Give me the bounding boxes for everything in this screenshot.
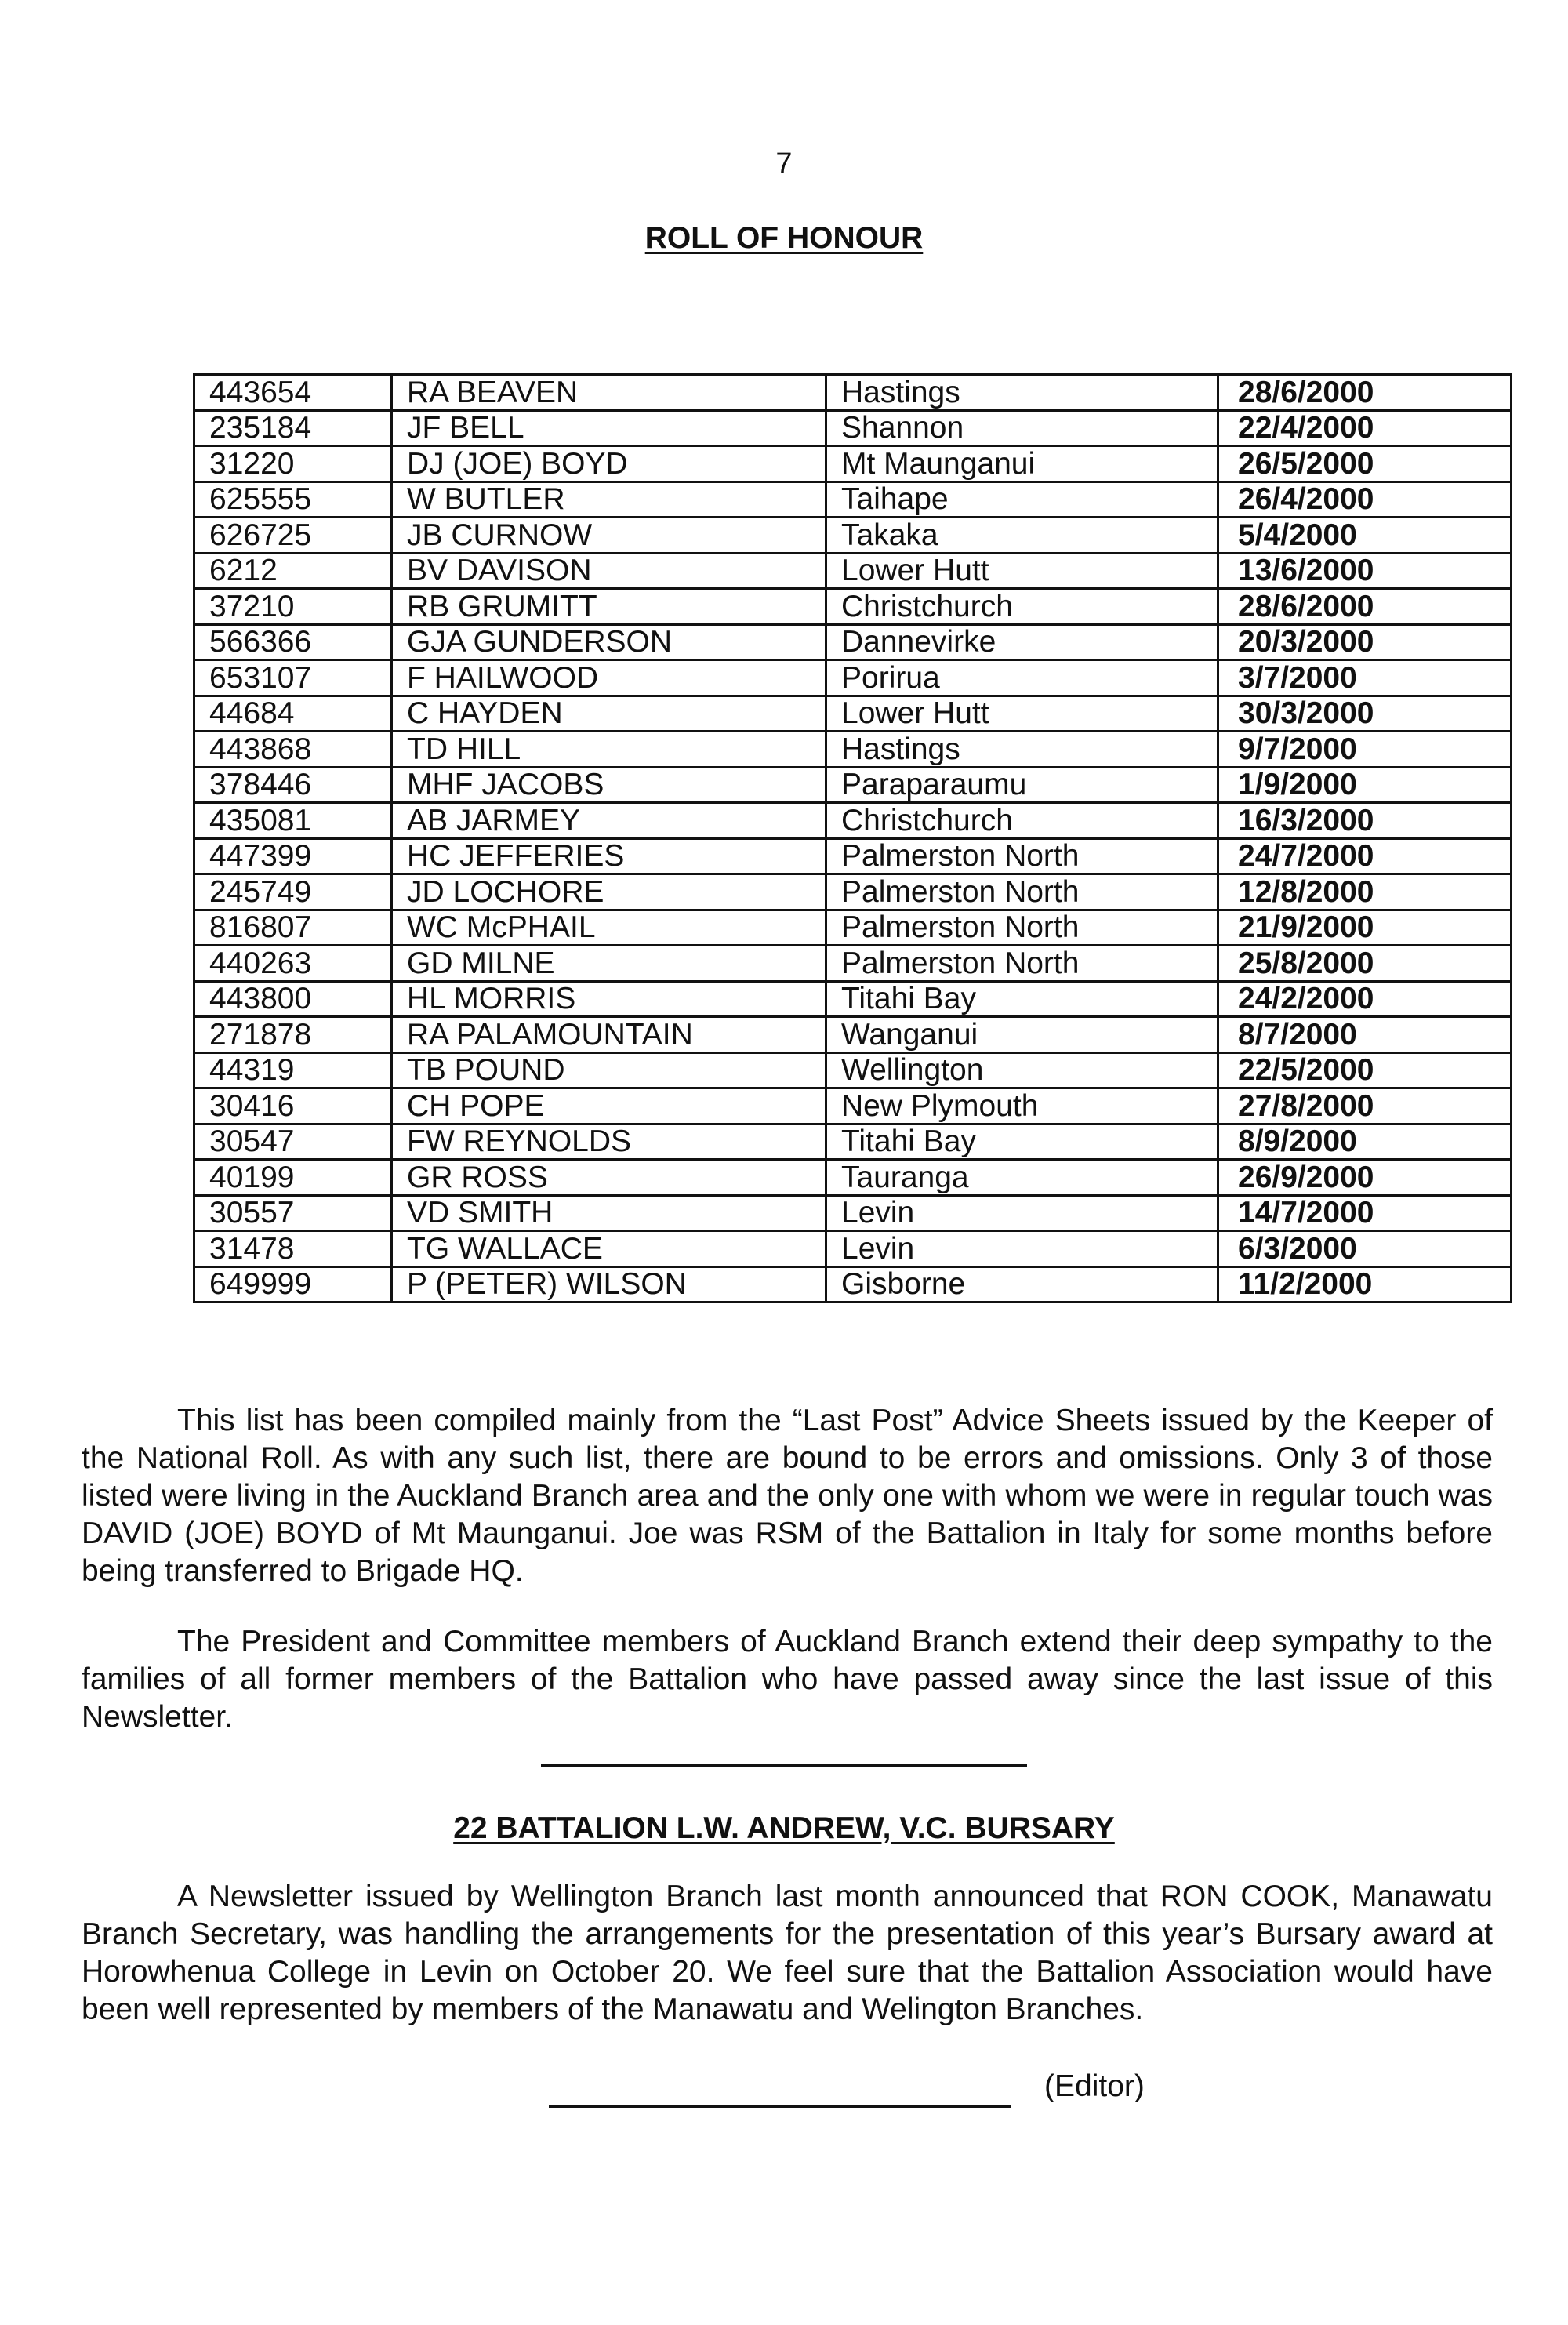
service-number-cell: 443800 bbox=[194, 981, 392, 1017]
service-number-cell: 443654 bbox=[194, 375, 392, 411]
name-cell: TB POUND bbox=[392, 1052, 826, 1088]
bursary-heading: 22 BATTALION L.W. ANDREW, V.C. BURSARY bbox=[453, 1811, 1115, 1845]
place-cell: Lower Hutt bbox=[826, 553, 1218, 589]
date-cell: 16/3/2000 bbox=[1218, 803, 1512, 839]
editor-signature: (Editor) bbox=[1044, 2069, 1145, 2103]
name-cell: JB CURNOW bbox=[392, 518, 826, 554]
name-cell: F HAILWOOD bbox=[392, 660, 826, 696]
table-row bbox=[194, 1160, 1512, 1196]
table-row bbox=[194, 910, 1512, 946]
bursary-paragraph: A Newsletter issued by Wellington Branch last month announced that RON COOK, Manawatu Branch Secretary, was handling the arrangements for the presentation of this year’s Bursary award at Horowhenua College in Levin on October 20. We feel sure that the Battalion Association would have been well represented by members of the Manawatu and Welington Branches. bbox=[82, 1880, 1493, 2026]
table-row bbox=[194, 1124, 1512, 1160]
table-row bbox=[194, 732, 1512, 768]
name-cell: JF BELL bbox=[392, 410, 826, 446]
table-row bbox=[194, 553, 1512, 589]
name-cell: HC JEFFERIES bbox=[392, 838, 826, 874]
service-number-cell: 649999 bbox=[194, 1266, 392, 1302]
date-cell: 1/9/2000 bbox=[1218, 767, 1512, 803]
service-number-cell: 245749 bbox=[194, 874, 392, 910]
table-row bbox=[194, 1017, 1512, 1053]
name-cell: RA BEAVEN bbox=[392, 375, 826, 411]
service-number-cell: 440263 bbox=[194, 946, 392, 982]
service-number-cell: 31478 bbox=[194, 1231, 392, 1267]
service-number-cell: 235184 bbox=[194, 410, 392, 446]
date-cell: 22/5/2000 bbox=[1218, 1052, 1512, 1088]
roll-of-honour-table bbox=[193, 373, 1512, 1303]
place-cell: Hastings bbox=[826, 732, 1218, 768]
date-cell: 11/2/2000 bbox=[1218, 1266, 1512, 1302]
name-cell: JD LOCHORE bbox=[392, 874, 826, 910]
place-cell: Dannevirke bbox=[826, 624, 1218, 660]
name-cell: MHF JACOBS bbox=[392, 767, 826, 803]
place-cell: Tauranga bbox=[826, 1160, 1218, 1196]
service-number-cell: 40199 bbox=[194, 1160, 392, 1196]
place-cell: Paraparaumu bbox=[826, 767, 1218, 803]
place-cell: Lower Hutt bbox=[826, 696, 1218, 732]
name-cell: GD MILNE bbox=[392, 946, 826, 982]
name-cell: C HAYDEN bbox=[392, 696, 826, 732]
service-number-cell: 271878 bbox=[194, 1017, 392, 1053]
name-cell: TG WALLACE bbox=[392, 1231, 826, 1267]
place-cell: Wanganui bbox=[826, 1017, 1218, 1053]
service-number-cell: 653107 bbox=[194, 660, 392, 696]
table-row bbox=[194, 375, 1512, 411]
table-row bbox=[194, 624, 1512, 660]
date-cell: 26/5/2000 bbox=[1218, 446, 1512, 482]
table-row bbox=[194, 874, 1512, 910]
date-cell: 24/2/2000 bbox=[1218, 981, 1512, 1017]
table-row bbox=[194, 518, 1512, 554]
name-cell: W BUTLER bbox=[392, 481, 826, 518]
table-row bbox=[194, 838, 1512, 874]
place-cell: Porirua bbox=[826, 660, 1218, 696]
service-number-cell: 30416 bbox=[194, 1088, 392, 1124]
service-number-cell: 566366 bbox=[194, 624, 392, 660]
service-number-cell: 30557 bbox=[194, 1195, 392, 1231]
date-cell: 8/7/2000 bbox=[1218, 1017, 1512, 1053]
name-cell: DJ (JOE) BOYD bbox=[392, 446, 826, 482]
date-cell: 28/6/2000 bbox=[1218, 589, 1512, 625]
service-number-cell: 44684 bbox=[194, 696, 392, 732]
place-cell: Levin bbox=[826, 1195, 1218, 1231]
date-cell: 22/4/2000 bbox=[1218, 410, 1512, 446]
place-cell: Gisborne bbox=[826, 1266, 1218, 1302]
date-cell: 8/9/2000 bbox=[1218, 1124, 1512, 1160]
date-cell: 3/7/2000 bbox=[1218, 660, 1512, 696]
date-cell: 14/7/2000 bbox=[1218, 1195, 1512, 1231]
place-cell: Mt Maunganui bbox=[826, 446, 1218, 482]
name-cell: RB GRUMITT bbox=[392, 589, 826, 625]
service-number-cell: 30547 bbox=[194, 1124, 392, 1160]
table-row bbox=[194, 410, 1512, 446]
sympathy-paragraph: The President and Committee members of Auckland Branch extend their deep sympathy to the families of all former members of the Battalion who have passed away since the last issue of this Newsletter. bbox=[82, 1625, 1493, 1734]
place-cell: Levin bbox=[826, 1231, 1218, 1267]
name-cell: GJA GUNDERSON bbox=[392, 624, 826, 660]
table-row bbox=[194, 1231, 1512, 1267]
date-cell: 21/9/2000 bbox=[1218, 910, 1512, 946]
place-cell: Wellington bbox=[826, 1052, 1218, 1088]
service-number-cell: 447399 bbox=[194, 838, 392, 874]
list-note-paragraph: This list has been compiled mainly from the “Last Post” Advice Sheets issued by the Keeper of the National Roll. As with any such list, there are bound to be errors and omissions. Only 3 of those listed were living in the Auckland Branch area and the only one with whom we were in regular touch was DAVID (JOE) BOYD of Mt Maunganui. Joe was RSM of the Battalion in Italy for some months before being transferred to Brigade HQ. bbox=[82, 1404, 1493, 1588]
name-cell: P (PETER) WILSON bbox=[392, 1266, 826, 1302]
service-number-cell: 31220 bbox=[194, 446, 392, 482]
place-cell: Palmerston North bbox=[826, 838, 1218, 874]
name-cell: GR ROSS bbox=[392, 1160, 826, 1196]
section-divider bbox=[541, 1764, 1027, 1767]
service-number-cell: 626725 bbox=[194, 518, 392, 554]
table-row bbox=[194, 767, 1512, 803]
date-cell: 5/4/2000 bbox=[1218, 518, 1512, 554]
place-cell: Takaka bbox=[826, 518, 1218, 554]
date-cell: 26/9/2000 bbox=[1218, 1160, 1512, 1196]
roll-table-body bbox=[194, 375, 1512, 1302]
place-cell: Titahi Bay bbox=[826, 1124, 1218, 1160]
table-row bbox=[194, 803, 1512, 839]
name-cell: BV DAVISON bbox=[392, 553, 826, 589]
service-number-cell: 37210 bbox=[194, 589, 392, 625]
service-number-cell: 443868 bbox=[194, 732, 392, 768]
place-cell: Palmerston North bbox=[826, 910, 1218, 946]
date-cell: 20/3/2000 bbox=[1218, 624, 1512, 660]
name-cell: TD HILL bbox=[392, 732, 826, 768]
service-number-cell: 378446 bbox=[194, 767, 392, 803]
date-cell: 27/8/2000 bbox=[1218, 1088, 1512, 1124]
place-cell: Palmerston North bbox=[826, 874, 1218, 910]
date-cell: 24/7/2000 bbox=[1218, 838, 1512, 874]
table-row bbox=[194, 1088, 1512, 1124]
table-row bbox=[194, 1195, 1512, 1231]
table-row bbox=[194, 1266, 1512, 1302]
name-cell: FW REYNOLDS bbox=[392, 1124, 826, 1160]
table-row bbox=[194, 1052, 1512, 1088]
place-cell: Titahi Bay bbox=[826, 981, 1218, 1017]
table-row bbox=[194, 946, 1512, 982]
page-number: 7 bbox=[775, 147, 793, 180]
place-cell: Taihape bbox=[826, 481, 1218, 518]
table-row bbox=[194, 481, 1512, 518]
roll-of-honour-heading: ROLL OF HONOUR bbox=[644, 221, 924, 255]
date-cell: 13/6/2000 bbox=[1218, 553, 1512, 589]
name-cell: RA PALAMOUNTAIN bbox=[392, 1017, 826, 1053]
name-cell: VD SMITH bbox=[392, 1195, 826, 1231]
table-row bbox=[194, 446, 1512, 482]
name-cell: AB JARMEY bbox=[392, 803, 826, 839]
date-cell: 28/6/2000 bbox=[1218, 375, 1512, 411]
table-row bbox=[194, 589, 1512, 625]
date-cell: 26/4/2000 bbox=[1218, 481, 1512, 518]
name-cell: HL MORRIS bbox=[392, 981, 826, 1017]
service-number-cell: 625555 bbox=[194, 481, 392, 518]
place-cell: Christchurch bbox=[826, 589, 1218, 625]
place-cell: Palmerston North bbox=[826, 946, 1218, 982]
name-cell: CH POPE bbox=[392, 1088, 826, 1124]
place-cell: Shannon bbox=[826, 410, 1218, 446]
closing-divider bbox=[549, 2105, 1011, 2108]
service-number-cell: 435081 bbox=[194, 803, 392, 839]
place-cell: Christchurch bbox=[826, 803, 1218, 839]
table-row bbox=[194, 660, 1512, 696]
date-cell: 30/3/2000 bbox=[1218, 696, 1512, 732]
date-cell: 12/8/2000 bbox=[1218, 874, 1512, 910]
service-number-cell: 44319 bbox=[194, 1052, 392, 1088]
date-cell: 6/3/2000 bbox=[1218, 1231, 1512, 1267]
service-number-cell: 6212 bbox=[194, 553, 392, 589]
service-number-cell: 816807 bbox=[194, 910, 392, 946]
date-cell: 9/7/2000 bbox=[1218, 732, 1512, 768]
date-cell: 25/8/2000 bbox=[1218, 946, 1512, 982]
table-row bbox=[194, 696, 1512, 732]
place-cell: New Plymouth bbox=[826, 1088, 1218, 1124]
table-row bbox=[194, 981, 1512, 1017]
place-cell: Hastings bbox=[826, 375, 1218, 411]
name-cell: WC McPHAIL bbox=[392, 910, 826, 946]
